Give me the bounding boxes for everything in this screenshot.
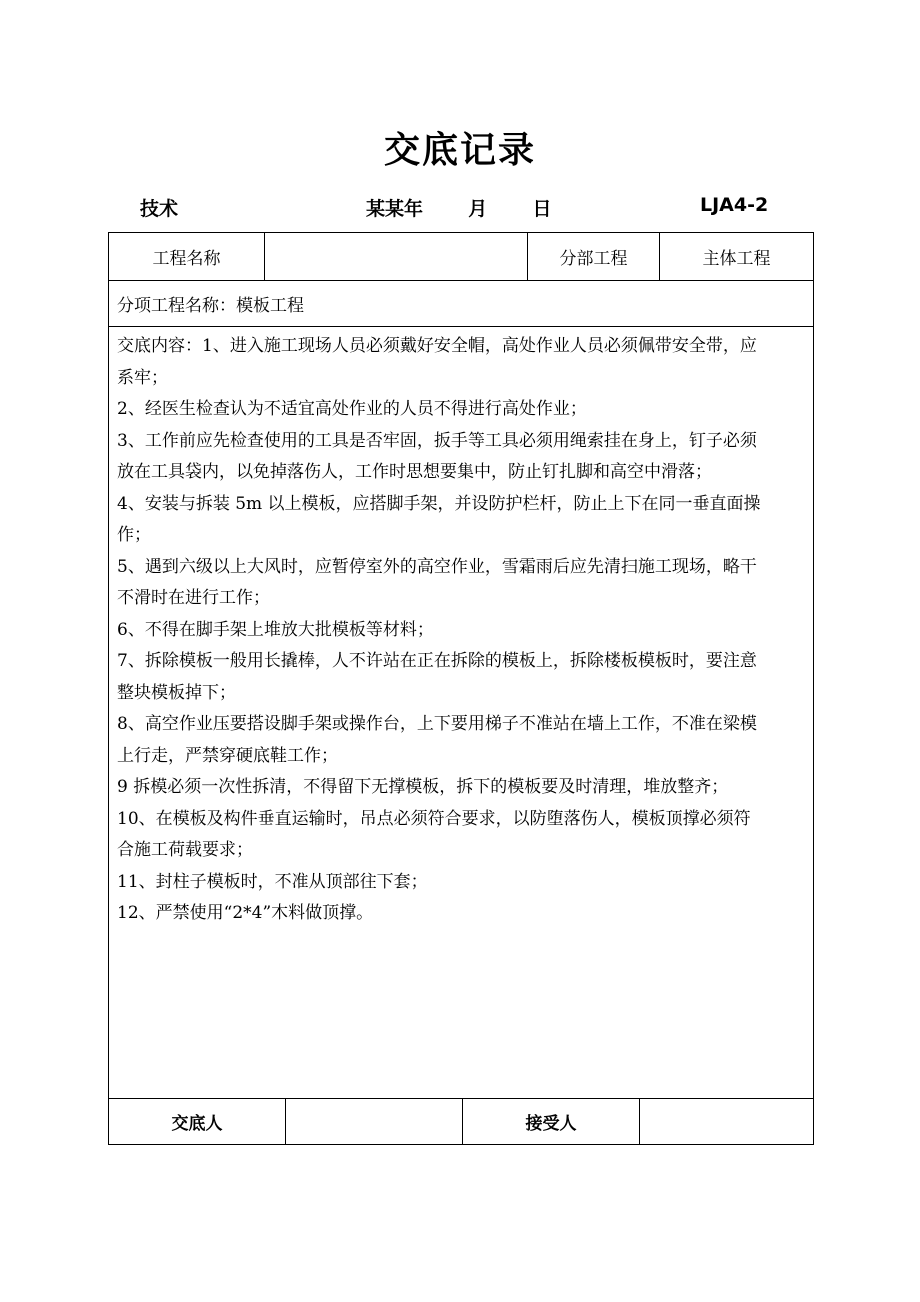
content-line: 交底内容：1、进入施工现场人员必须戴好安全帽，高处作业人员必须佩带安全带，应 <box>117 336 757 356</box>
header-category: 技术 <box>140 198 179 220</box>
project-name-label: 工程名称 <box>152 249 221 269</box>
sub-division-label: 分部工程 <box>527 233 659 280</box>
item-row <box>109 281 813 327</box>
header-form-code: LJA4-2 <box>700 194 769 216</box>
header-day: 日 <box>532 198 552 220</box>
content-line: 6、不得在脚手架上堆放大批模板等材料； <box>117 619 434 640</box>
content-line: 系牢； <box>117 367 168 388</box>
content-line: 5、遇到六级以上大风时，应暂停室外的高空作业，雪霜雨后应先清扫施工现场，略干 <box>117 556 757 577</box>
content-line: 3、工作前应先检查使用的工具是否牢固，扳手等工具必须用绳索挂在身上，钉子必须 <box>117 430 757 451</box>
content-line: 合施工荷载要求； <box>117 840 253 860</box>
content-line: 4、安装与拆装 5m 以上模板，应搭脚手架，并设防护栏杆，防止上下在同一垂直面操 <box>117 493 761 514</box>
header-month: 月 <box>468 198 488 220</box>
content-line: 不滑时在进行工作； <box>117 588 270 608</box>
record-form <box>108 232 814 1145</box>
content-line: 7、拆除模板一般用长撬棒，人不许站在正在拆除的模板上，拆除楼板模板时，要注意 <box>117 651 757 671</box>
content-line: 10、在模板及构件垂直运输时，吊点必须符合要求，以防堕落伤人，模板顶撑必须符 <box>117 808 751 829</box>
briefing-content <box>109 327 813 1098</box>
receiver-label: 接受人 <box>462 1099 639 1144</box>
header-date <box>366 194 552 221</box>
content-line: 11、封柱子模板时，不准从顶部往下套； <box>117 871 428 892</box>
signoff-row <box>109 1098 813 1144</box>
content-line: 8、高空作业压要搭设脚手架或操作台，上下要用梯子不准站在墙上工作，不准在梁模 <box>117 714 757 734</box>
document-title: 交底记录 <box>383 130 536 171</box>
header-year: 某某年 <box>366 198 424 220</box>
content-line: 9 拆模必须一次性拆清，不得留下无撑模板，拆下的模板要及时清理，堆放整齐； <box>117 777 729 797</box>
content-line: 放在工具袋内，以免掉落伤人，工作时思想要集中，防止钉扎脚和高空中滑落； <box>117 462 712 482</box>
giver-label: 交底人 <box>171 1114 223 1134</box>
receiver-signature-field[interactable] <box>639 1099 813 1144</box>
giver-signature-field[interactable] <box>285 1099 462 1144</box>
content-line: 2、经医生检查认为不适宜高处作业的人员不得进行高处作业； <box>117 399 587 419</box>
sub-division-value: 主体工程 <box>659 233 813 280</box>
project-name-field[interactable] <box>264 233 527 280</box>
project-row <box>109 233 813 281</box>
content-line: 作； <box>117 525 151 545</box>
item-name-line: 分项工程名称：模板工程 <box>117 296 304 316</box>
content-line: 上行走，严禁穿硬底鞋工作； <box>117 745 338 766</box>
content-line: 整块模板掉下； <box>117 682 236 703</box>
content-line: 12、严禁使用“2*4”木料做顶撑。 <box>117 903 374 923</box>
